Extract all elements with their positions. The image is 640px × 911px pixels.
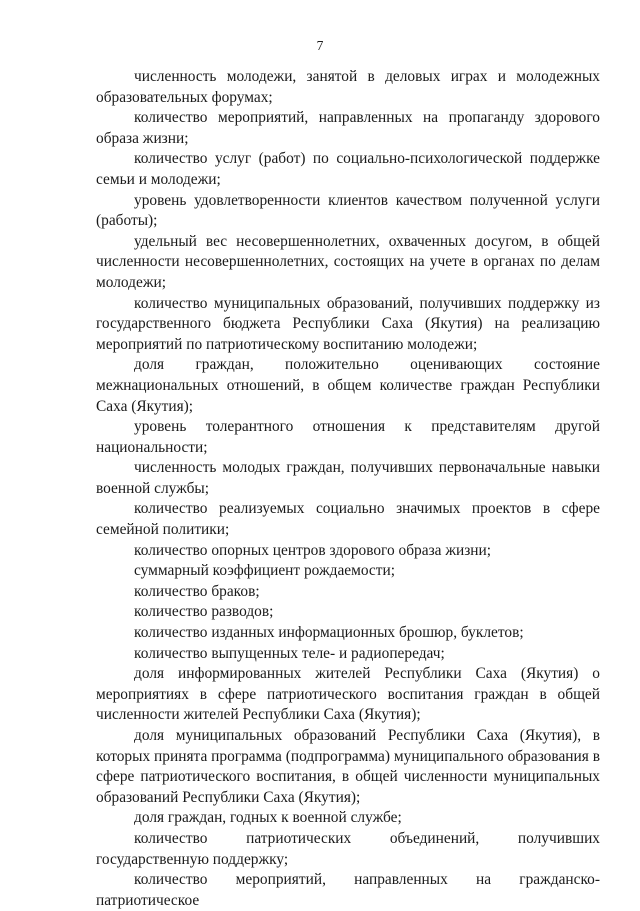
paragraph: количество реализуемых социально значимых проектов в сфере семейной политики; [96,500,600,539]
paragraph: суммарный коэффициент рождаемости; [134,562,396,580]
paragraph: уровень толерантного отношения к представителям другой национальности; [96,418,600,456]
paragraph: уровень удовлетворенности клиентов качеством полученной услуги (работы); [96,191,600,230]
paragraph: количество выпущенных теле- и радиопередач; [134,644,445,662]
paragraph: количество изданных информационных брошюр, буклетов; [134,624,524,642]
paragraph: численность молодежи, занятой в деловых играх и молодежных образовательных форумах; [96,68,600,106]
paragraph: доля граждан, положительно оценивающих состояние межнациональных отношений, в общем количестве граждан Республики Саха (Якутия); [96,356,600,415]
paragraph: количество разводов; [134,603,274,621]
paragraph: количество патриотических объединений, получивших государственную поддержку; [96,829,600,868]
paragraph: количество мероприятий, направленных на гражданско-патриотическое [96,871,600,909]
paragraph: количество мероприятий, направленных на пропаганду здорового образа жизни; [96,109,600,147]
paragraph: удельный вес несовершеннолетних, охваченных досугом, в общей численности несовершеннолетних, состоящих на учете в органах по делам молодежи; [96,232,600,291]
paragraph: количество опорных центров здорового образа жизни; [134,541,492,559]
paragraph: численность молодых граждан, получивших первоначальные навыки военной службы; [96,459,600,497]
paragraph: доля муниципальных образований Республики Саха (Якутия), в которых принята программа (подпрограмма) муниципального образования в сфере патриотического воспитания, в общей численности муниципальных образований Республики Саха (Якутия); [96,727,600,806]
paragraph: количество услуг (работ) по социально-психологической поддержке семьи и молодежи; [96,150,600,188]
paragraph: количество муниципальных образований, получивших поддержку из государственного бюджета Республики Саха (Якутия) на реализацию мероприятий по патриотическому воспитанию молодежи; [96,294,600,353]
paragraph: количество браков; [134,582,260,600]
page-number: 7 [316,38,324,53]
paragraph: доля информированных жителей Республики Саха (Якутия) о мероприятиях в сфере патриотического воспитания граждан в общей численности жителей Республики Саха (Якутия); [96,665,600,724]
paragraph: доля граждан, годных к военной службе; [134,809,402,827]
document-body [96,67,600,911]
